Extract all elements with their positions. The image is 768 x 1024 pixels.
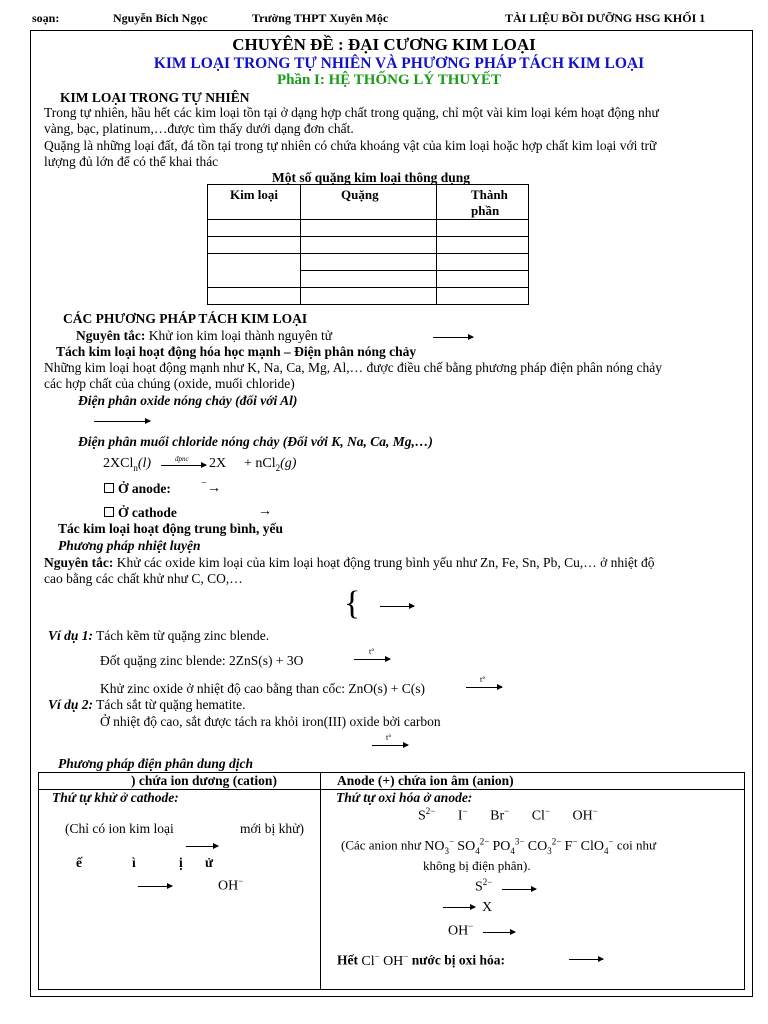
anion-cl: Cl	[531, 808, 545, 824]
arrow-icon	[94, 421, 150, 422]
final-start: Hết	[337, 952, 358, 968]
ore-table-header-ore: Quặng	[301, 185, 437, 220]
ore-table-header-composition: Thành phần	[437, 185, 529, 220]
anion-cl-charge: −	[544, 806, 551, 816]
example2-step: Ở nhiệt độ cao, sắt được tách ra khỏi iron(III) oxide bởi carbon	[100, 714, 441, 729]
final-oh-charge: −	[403, 951, 409, 961]
eq-state-l: (l)	[137, 456, 152, 471]
note-end: coi như	[616, 837, 657, 853]
anion-po4: PO	[492, 838, 511, 854]
chloride-electrolysis-heading: Điện phân muối chloride nóng chảy (Đối với K, Na, Ca, Mg,…)	[78, 434, 433, 449]
non-electrolyzed-anions	[341, 836, 656, 855]
table-row	[208, 220, 529, 237]
anion-oh: OH	[572, 808, 593, 824]
header-author: Nguyễn Bích Ngọc	[113, 11, 208, 25]
anode-x: X	[482, 900, 493, 915]
section1-p1-line1: Trong tự nhiên, hầu hết các kim loại tồn tại ở dạng hợp chất trong quặng, chỉ một vài kim loại kém hoạt động như	[44, 105, 659, 120]
eq-left: 2XCl	[103, 456, 134, 471]
cathode-order-title: Thứ tự khử ở cathode:	[52, 790, 179, 805]
anion-co3-sub: 3	[547, 845, 552, 856]
eq-sub-n: n	[133, 462, 138, 473]
table-row	[208, 288, 529, 305]
table-row	[208, 254, 529, 271]
anion-so4-charge: 2−	[479, 836, 490, 846]
arrow-icon	[161, 465, 206, 466]
arrow-icon	[354, 659, 390, 660]
ore-table	[207, 184, 529, 305]
eq-condition: đpnc	[175, 455, 189, 463]
anion-so4: SO	[457, 838, 476, 854]
anode-s-step	[475, 877, 492, 896]
checkbox-icon	[104, 483, 114, 493]
temp-label: t°	[386, 733, 392, 742]
anode-label: Ở anode:	[118, 481, 171, 496]
cathode-note-a: (Chỉ có ion kim loại	[65, 821, 174, 836]
anion-no3: NO	[424, 838, 445, 854]
anode-minus: −	[201, 478, 207, 489]
anion-no3-sub: 3	[444, 845, 449, 856]
arrow-icon	[483, 932, 515, 933]
thermal-line1: Khử các oxide kim loại của kim loại hoạt động trung bình yếu như Zn, Fe, Sn, Pb, Cu,… ở nhiệt độ	[116, 555, 655, 570]
section1-p2-line1: Quặng là những loại đất, đá tồn tại trong tự nhiên có chứa khoáng vật của kim loại hoặc hợp chất kim loại với trữ	[44, 138, 657, 153]
temp-label: t°	[480, 675, 486, 684]
anion-clo4-charge: −	[608, 836, 614, 846]
cathode-oh-charge: −	[238, 876, 244, 886]
strong-metals-line2: các hợp chất của chúng (oxide, muối chloride)	[44, 376, 295, 391]
oxide-electrolysis-heading: Điện phân oxide nóng chảy (đối với Al)	[78, 393, 298, 408]
header-left-label: soạn:	[32, 11, 60, 25]
principle-text: Khử ion kim loại thành nguyên tử	[148, 328, 333, 343]
thermal-principle-label: Nguyên tắc:	[44, 555, 114, 570]
section2-heading: CÁC PHƯƠNG PHÁP TÁCH KIM LOẠI	[63, 311, 308, 326]
arrow-icon	[138, 886, 172, 887]
example2-label: Ví dụ 2:	[48, 697, 94, 712]
eq-right-1: 2X	[209, 456, 227, 471]
cathode-fragment-4: ử	[205, 855, 214, 870]
eq-state-g: (g)	[280, 456, 297, 471]
example1-step2: Khử zinc oxide ở nhiệt độ cao bằng than cốc: ZnO(s) + C(s)	[100, 681, 425, 696]
final-cl-charge: −	[374, 951, 380, 961]
header-right-label: TÀI LIỆU BỒI DƯỠNG HSG KHỐI 1	[505, 11, 706, 25]
eq-right-2	[244, 456, 296, 473]
final-cl: Cl	[361, 953, 375, 969]
arrow-icon	[372, 745, 408, 746]
anion-f: F	[564, 838, 573, 854]
eq-right-2-text: + nCl	[244, 456, 276, 471]
anion-clo4: ClO	[580, 838, 604, 854]
strong-metals-line1: Những kim loại hoạt động mạnh như K, Na, Ca, Mg, Al,… được điều chế bằng phương pháp điện phân nóng chảy	[44, 360, 662, 375]
anion-s-charge: 2−	[425, 806, 436, 816]
example1-step1: Đốt quặng zinc blende: 2ZnS(s) + 3O	[100, 653, 304, 668]
anode-s-charge: 2−	[482, 877, 493, 887]
page-subtitle: KIM LOẠI TRONG TỰ NHIÊN VÀ PHƯƠNG PHÁP TÁCH KIM LOẠI	[153, 55, 645, 72]
example2-text: Tách sắt từ quặng hematite.	[96, 697, 246, 712]
anode-oh-charge: −	[468, 921, 474, 931]
anion-po4-charge: 3−	[514, 836, 525, 846]
anion-f-charge: −	[572, 836, 578, 846]
final-end: nước bị oxi hóa:	[411, 952, 505, 968]
checkbox-icon	[104, 507, 114, 517]
arrow-icon	[443, 907, 475, 908]
cathode-fragment-1: ế	[76, 855, 82, 870]
cathode-fragment-2: ì	[132, 855, 136, 870]
example1-text: Tách kẽm từ quặng zinc blende.	[96, 628, 270, 643]
anion-br: Br	[490, 808, 505, 824]
anion-i-charge: −	[462, 806, 468, 816]
cathode-label: Ở cathode	[118, 505, 177, 520]
anion-oh-charge: −	[592, 806, 598, 816]
arrow-icon	[186, 846, 218, 847]
anion-s: S	[418, 808, 426, 824]
water-oxidation-line	[337, 951, 505, 970]
cathode-oh-text: OH	[218, 878, 239, 894]
cathode-oh	[218, 876, 243, 895]
note-line2: không bị điện phân).	[423, 858, 531, 873]
anode-order-title: Thứ tự oxi hóa ở anode:	[336, 790, 473, 805]
cathode-arrow: →	[258, 504, 272, 519]
table-row	[208, 237, 529, 254]
thermal-method-heading: Phương pháp nhiệt luyện	[58, 538, 201, 553]
anion-co3-charge: 2−	[551, 836, 562, 846]
section1-p1-line2: vàng, bạc, platinum,…được tìm thấy dưới dạng đơn chất.	[44, 121, 354, 136]
anion-br-charge: −	[504, 806, 510, 816]
solution-electrolysis-heading: Phương pháp điện phân dung dịch	[58, 756, 254, 771]
electrolysis-equation	[103, 456, 151, 473]
arrow-icon	[380, 606, 414, 607]
eq-sub-2: 2	[275, 462, 281, 473]
arrow-icon	[433, 337, 473, 338]
brace-icon: {	[344, 585, 361, 622]
thermal-line2: cao bằng các chất khử như C, CO,…	[44, 571, 243, 586]
anode-oh-step	[448, 921, 473, 940]
arrow-icon	[502, 889, 536, 890]
anion-series	[418, 806, 598, 825]
cathode-note-b: mới bị khử)	[240, 821, 304, 836]
section1-heading: KIM LOẠI TRONG TỰ NHIÊN	[60, 90, 250, 105]
section1-p2-line2: lượng đủ lớn để có thể khai thác	[44, 154, 219, 169]
part-title: Phần I: HỆ THỐNG LÝ THUYẾT	[276, 72, 502, 88]
anion-clo4-sub: 4	[604, 845, 609, 856]
anion-i: I	[457, 808, 463, 824]
anion-po4-sub: 4	[510, 845, 515, 856]
anode-s: S	[475, 879, 483, 895]
principle-label: Nguyên tắc:	[76, 328, 146, 343]
table-divider	[320, 773, 321, 989]
anode-oh: OH	[448, 923, 469, 939]
electrolysis-table	[38, 772, 745, 990]
cathode-fragment-3: ị	[179, 855, 183, 870]
cathode-column-header: ) chứa ion dương (cation)	[131, 773, 277, 788]
strong-metals-heading: Tách kim loại hoạt động hóa học mạnh – Điện phân nóng chảy	[56, 344, 417, 359]
note-start: (Các anion như	[341, 837, 421, 853]
ore-table-header-metal: Kim loại	[208, 185, 301, 220]
arrow-icon	[466, 687, 502, 688]
final-oh: OH	[383, 953, 404, 969]
medium-metals-heading: Tác kim loại hoạt động trung bình, yếu	[58, 521, 284, 536]
ore-table-caption: Một số quặng kim loại thông dụng	[272, 170, 471, 185]
temp-label: t°	[369, 647, 375, 656]
header-school: Trường THPT Xuyên Mộc	[252, 11, 389, 25]
arrow-icon	[569, 959, 603, 960]
anode-arrow: →	[207, 481, 221, 496]
anion-so4-sub: 4	[475, 845, 480, 856]
example1-label: Ví dụ 1:	[48, 628, 94, 643]
anion-no3-charge: −	[448, 836, 455, 846]
page-title: CHUYÊN ĐỀ : ĐẠI CƯƠNG KIM LOẠI	[232, 35, 536, 54]
anode-column-header: Anode (+) chứa ion âm (anion)	[337, 773, 514, 788]
anion-co3: CO	[527, 838, 548, 854]
